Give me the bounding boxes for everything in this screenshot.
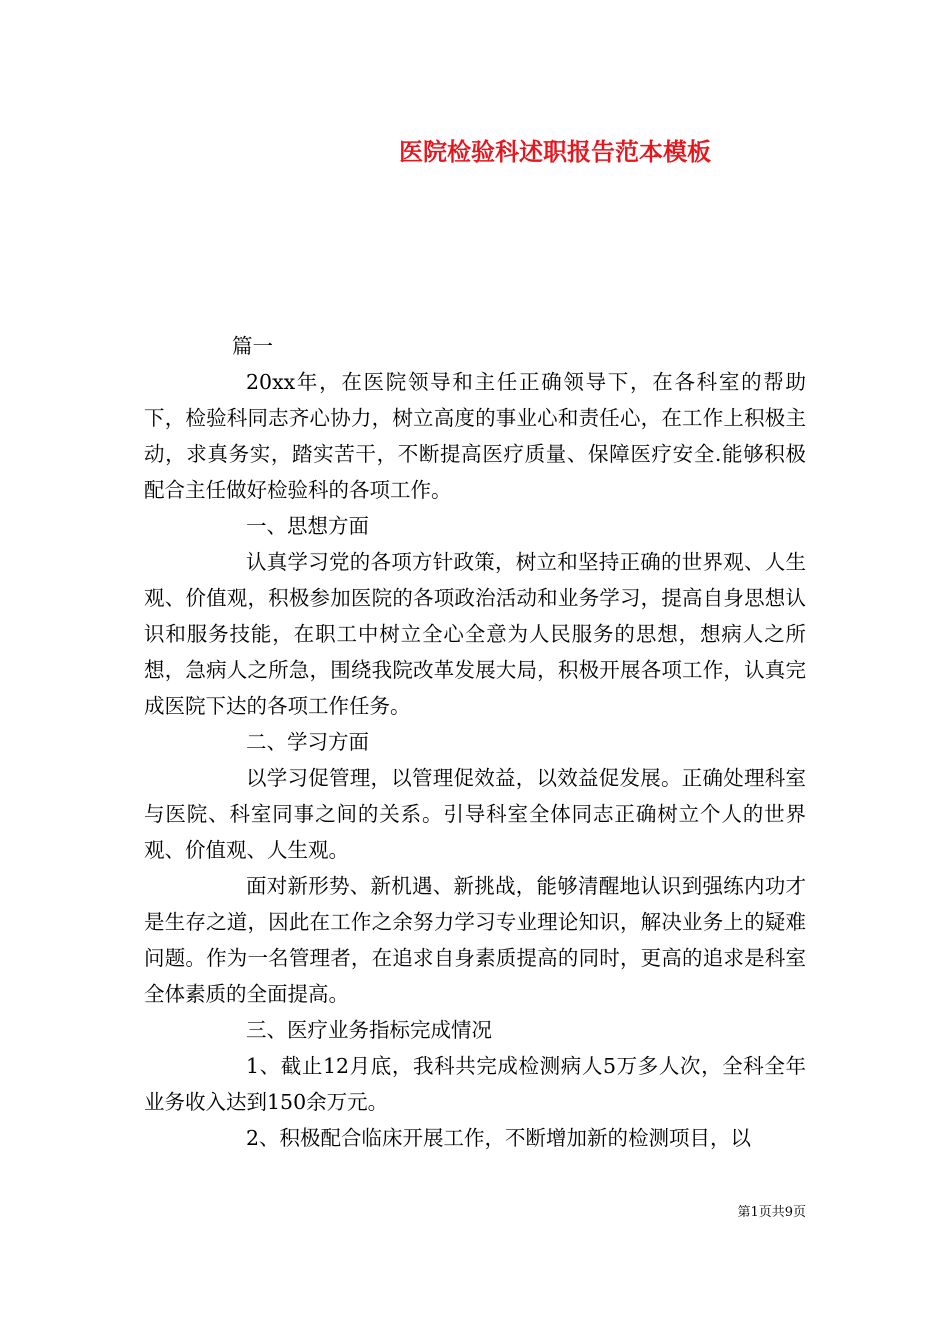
section-label: 篇一	[232, 334, 273, 358]
paragraph-indicator-1: 1、截止12月底，我科共完成检测病人5万多人次，全科全年业务收入达到150余万元。	[144, 1054, 806, 1114]
paragraph-study-1: 以学习促管理，以管理促效益，以效益促发展。正确处理科室与医院、科室同事之间的关系。引导科室全体同志正确树立个人的世界观、价值观、人生观。	[144, 766, 806, 862]
paragraph-study-2: 面对新形势、新机遇、新挑战，能够清醒地认识到强练内功才是生存之道，因此在工作之余努力学习专业理论知识，解决业务上的疑难问题。作为一名管理者，在追求自身素质提高的同时，更高的追求是科室全体素质的全面提高。	[144, 874, 806, 1006]
page-indicator: 第1页共9页	[737, 1205, 806, 1220]
paragraph-intro: 20xx年，在医院领导和主任正确领导下，在各科室的帮助下，检验科同志齐心协力，树立高度的事业心和责任心，在工作上积极主动，求真务实，踏实苦干，不断提高医疗质量、保障医疗安全.能够积极配合主任做好检验科的各项工作。	[144, 370, 806, 502]
paragraph-thought: 认真学习党的各项方针政策，树立和坚持正确的世界观、人生观、价值观，积极参加医院的各项政治活动和业务学习，提高自身思想认识和服务技能，在职工中树立全心全意为人民服务的思想，想病人之所想，急病人之所急，围绕我院改革发展大局，积极开展各项工作，认真完成医院下达的各项工作任务。	[144, 550, 806, 718]
heading-medical-indicators: 三、医疗业务指标完成情况	[246, 1018, 492, 1042]
document-title: 医院检验科述职报告范本模板	[399, 137, 711, 166]
heading-thought: 一、思想方面	[246, 514, 369, 538]
document-body	[144, 328, 806, 1156]
heading-study: 二、学习方面	[246, 730, 369, 754]
paragraph-indicator-2: 2、积极配合临床开展工作，不断增加新的检测项目，以	[246, 1126, 752, 1150]
